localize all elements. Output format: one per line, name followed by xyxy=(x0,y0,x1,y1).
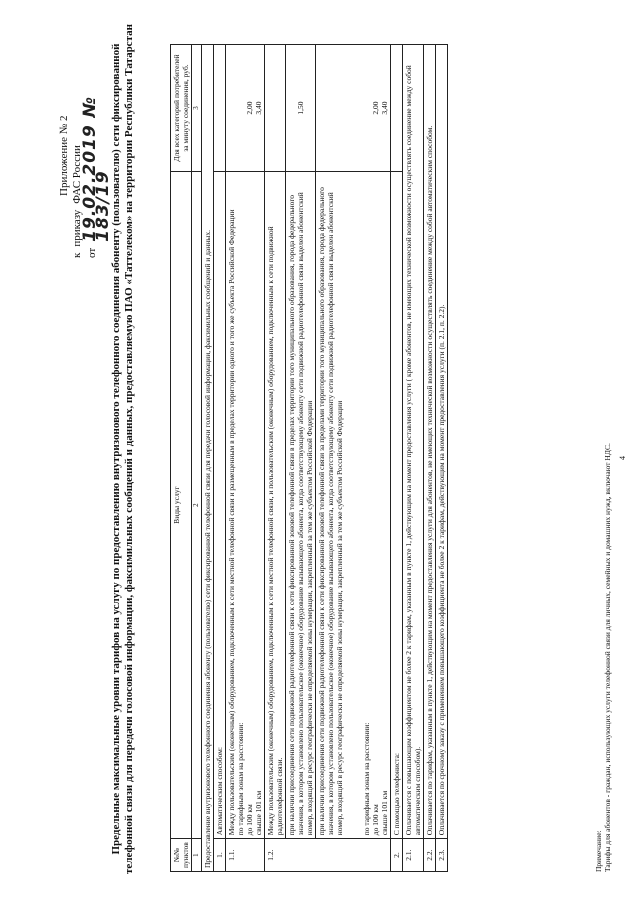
document-title: Предельные максимальные уровни тарифов на услугу по предоставлению внутризонового телефонного соединения абоненту (пользователю) сети фиксированной телефонной связи для передачи голосовой информации, факсимильных сообщений и данных, предоставляемую ПАО «Таттелеком» на территории Республики Татарстан xyxy=(110,24,135,874)
table-row-1-2: 1.2. Между пользовательским (оконечным) оборудованием, подключенным к сети местной телефонной связи, и пользовательским (оконечным) оборудованием, подключенным к сети подвижной радиотелефонной связи. xyxy=(265,45,286,872)
header-price: Для всех категорий потребителей за минуту соединения, руб. xyxy=(171,45,192,172)
table-row-2-2: 2.2. Оплачивается по тарифам, указанным в пункте 1, действующим на момент предоставления услуги для абонентов, не имеющих технической возможности осуществлять соединение между собой автоматическим способом. xyxy=(424,45,436,872)
notes-text: Тарифы для абонентов - граждан, использующих услуги телефонной связи для личных, семейных и домашних нужд, включают НДС. xyxy=(603,443,612,872)
table-row-1-1: 1.1. Между пользовательским (оконечным) оборудованием, подключенным к сети местной телефонной связи и размещенным в пределах территории одного и того же субъекта Российской Федерации по тарифным зонам на расстоянии: до 100 км свыше 101 км 2,00 3,40 xyxy=(226,45,265,872)
appendix-to: к xyxy=(71,252,83,258)
notes-block xyxy=(594,44,612,872)
appendix-order-word: приказу xyxy=(71,209,83,247)
table-header-row xyxy=(171,45,192,872)
table-row-1: 1. Автоматическим способом: xyxy=(214,45,226,872)
table-row-2: 2. С помощью телефониста: xyxy=(391,45,403,872)
price-1-1-up-to-100: 2,00 xyxy=(245,101,254,115)
appendix-number: Приложение № 2 xyxy=(58,115,70,196)
price-1-2-up-to-100: 2,00 xyxy=(371,101,380,115)
table-row-intro: Предоставление внутризонового телефонного соединения абоненту (пользователю) сети фиксированной телефонной связи для передачи голосовой информации, факсимильных сообщений и данных. xyxy=(202,45,214,872)
table-row-2-3: 2.3. Оплачивается по срочному заказу с применением повышающего коэффициента не более 2 к тарифам, действующим на момент предоставления услуги (п. 2.1, п. 2.2). xyxy=(436,45,448,872)
appendix-header xyxy=(58,48,113,258)
page-number: 4 xyxy=(618,456,627,460)
appendix-date-prefix: от xyxy=(86,247,98,258)
table-row-1-2-a: при наличии присоединения сети подвижной радиотелефонной связи к сети фиксированной зоновой телефонной связи в пределах территории того муниципального образования, города федерального значения, в котором установлено пользовательское (оконечное) оборудование вызывающего абонента, когда соответствующему абоненту сети подвижной радиотелефонной связи выделен абонентский номер, входящий в ресурс географически не определяемой зоны нумерации, закрепленный за тем же субъектом Российской Федерации 1,50 xyxy=(286,45,316,872)
notes-heading: Примечание: xyxy=(594,830,603,872)
tariff-table xyxy=(170,44,448,872)
handwritten-date-number: 19.02.2019 № 183/19 xyxy=(80,95,113,242)
appendix-organization: ФАС России xyxy=(71,145,83,204)
rotated-document-page xyxy=(58,18,638,880)
price-1-2-over-101: 3,40 xyxy=(380,101,389,115)
table-index-row: 1 2 3 xyxy=(192,45,202,872)
header-item-number: №№ пунктов xyxy=(171,839,192,872)
price-1-1-over-101: 3,40 xyxy=(254,101,263,115)
table-row-2-1: 2.1. Оплачивается с повышающим коэффициентом не более 2 к тарифам, указанным в пункте 1, действующим на момент предоставления услуги ( кроме абонентов, не имеющих технической возможности осуществлять соединение между собой автоматическим способом). xyxy=(403,45,424,872)
header-service-type: Виды услуг xyxy=(171,172,192,839)
table-row-1-2-b: при наличии присоединения сети подвижной радиотелефонной связи к сети фиксированной зоновой телефонной связи за пределами территории того муниципального образования, города федерального значения, в котором установлено пользовательское (оконечное) оборудование вызывающего абонента, когда соответствующему абоненту сети подвижной радиотелефонной связи выделен абонентский номер, входящий в ресурс географически не определяемой зоны нумерации, закрепленный за тем же субъектом Российской Федерации по тарифным зонам на расстоянии: до 100 км свыше 101 км 2,00 3,40 xyxy=(316,45,391,872)
price-1-2-main: 1,50 xyxy=(286,45,316,172)
